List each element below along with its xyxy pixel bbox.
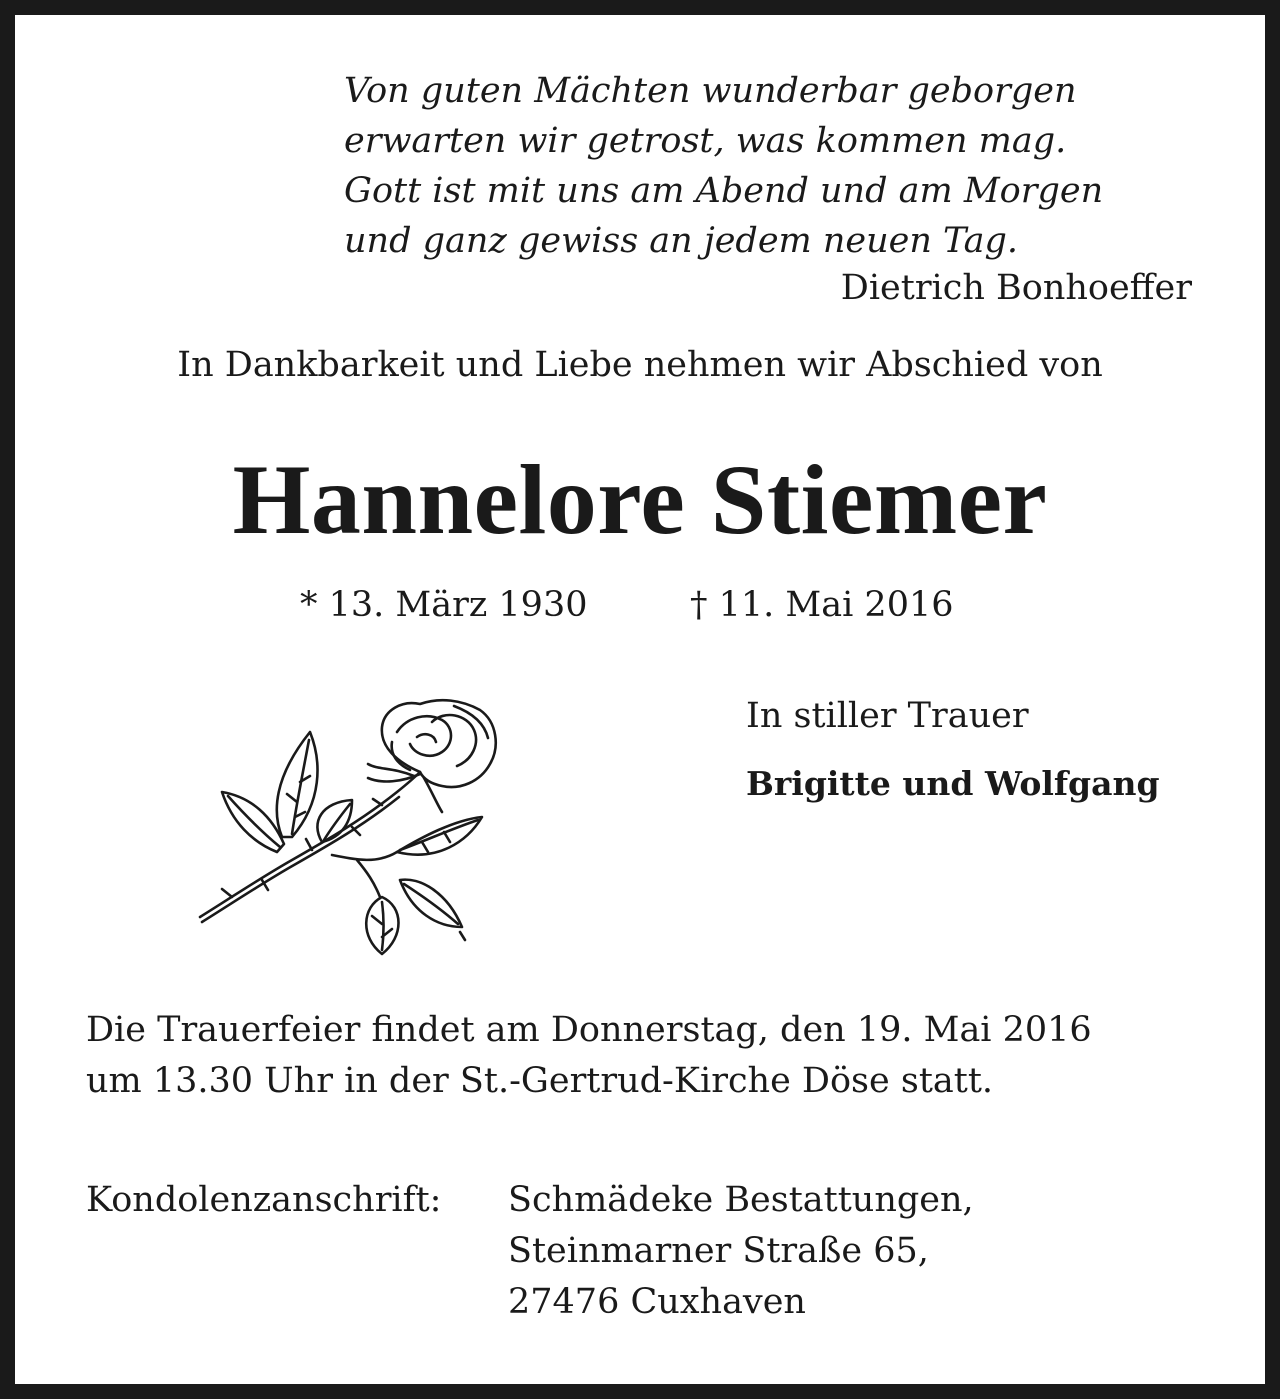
quote-line-2: erwarten wir getrost, was kommen mag. (344, 121, 1067, 161)
mourner-names: Brigitte und Wolfgang (746, 764, 1160, 803)
quote-line-3: Gott ist mit uns am Abend und am Morgen (344, 171, 1104, 211)
ceremony-line-1: Die Trauerfeier findet am Donnerstag, den 19. Mai 2016 (86, 1010, 1092, 1050)
mourning-label: In stiller Trauer (746, 696, 1029, 736)
quote-line-1: Von guten Mächten wunderbar geborgen (344, 71, 1077, 111)
quote-author: Dietrich Bonhoeffer (840, 268, 1192, 308)
birth-date: * 13. März 1930 (300, 585, 588, 625)
intro-text: In Dankbarkeit und Liebe nehmen wir Abschied von (177, 345, 1103, 385)
ceremony-line-2: um 13.30 Uhr in der St.-Gertrud-Kirche Döse statt. (86, 1061, 994, 1101)
address-line-2: Steinmarner Straße 65, (508, 1231, 929, 1271)
quote-line-4: und ganz gewiss an jedem neuen Tag. (344, 221, 1019, 261)
condolence-label: Kondolenzanschrift: (86, 1180, 442, 1220)
address-line-3: 27476 Cuxhaven (508, 1282, 806, 1322)
deceased-name: Hannelore Stiemer (232, 444, 1048, 555)
rose-icon (192, 692, 502, 962)
address-line-1: Schmädeke Bestattungen, (508, 1180, 974, 1220)
death-date: † 11. Mai 2016 (690, 585, 954, 625)
